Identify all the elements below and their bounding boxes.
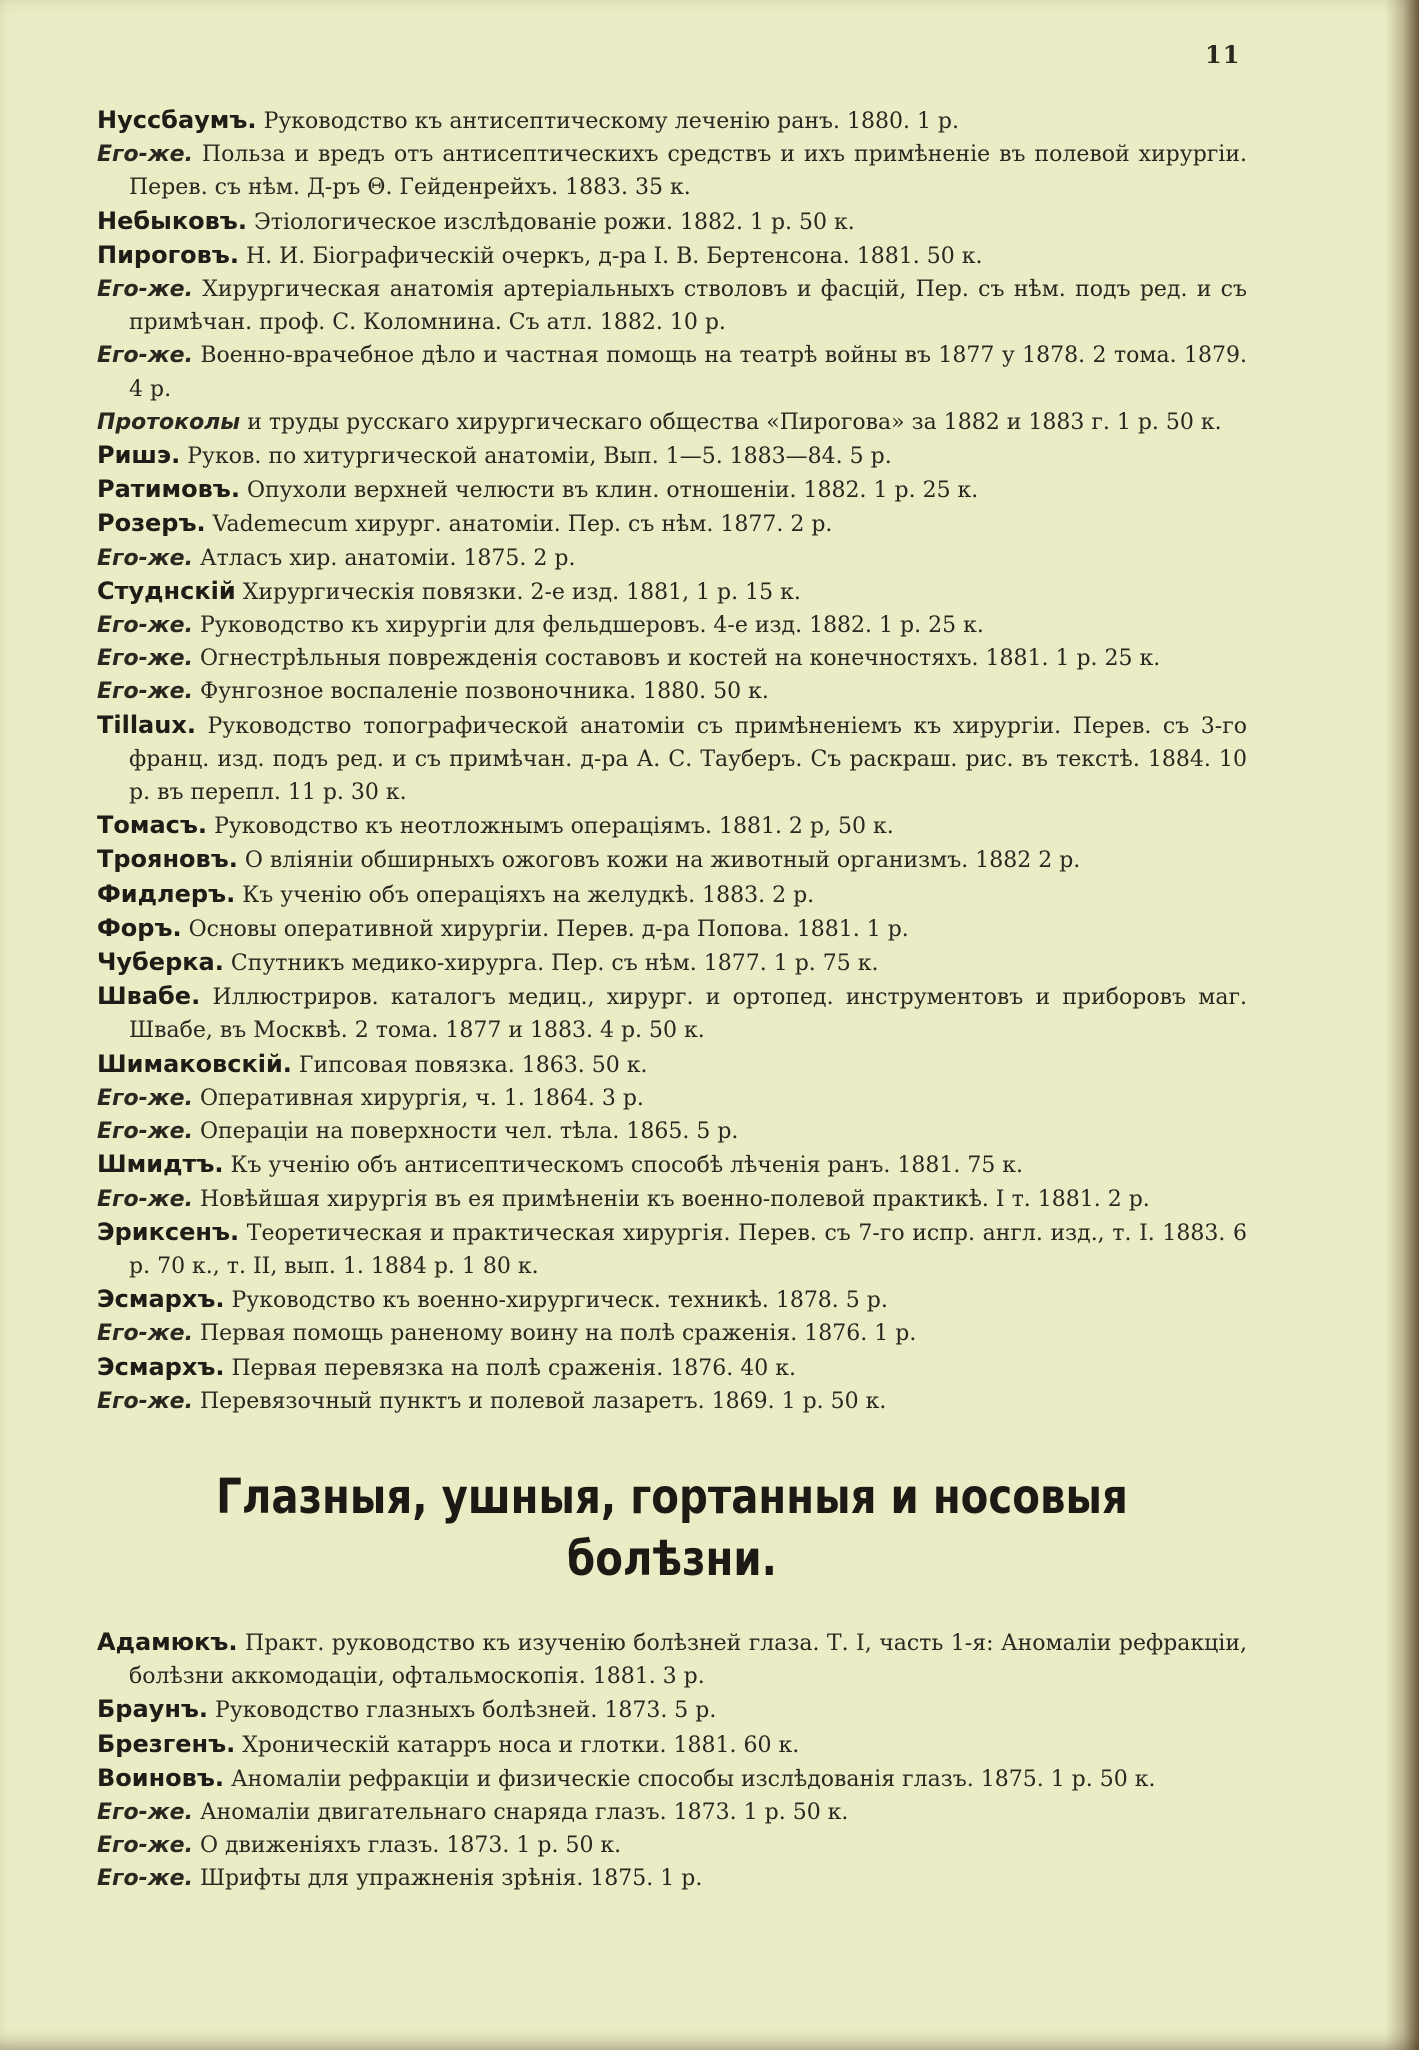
entry-author: Небыковъ. bbox=[97, 206, 247, 235]
bibliography-entry bbox=[97, 1082, 1247, 1115]
bibliography-entry bbox=[97, 507, 1247, 541]
bibliography-entry bbox=[97, 878, 1247, 912]
entry-text: Практ. руководство къ изученію болѣзней глаза. Т. I, часть 1-я: Аномаліи рефракціи, болѣзни аккомодаціи, офтальмоскопія. 1881. 3 р. bbox=[129, 1630, 1247, 1690]
entry-author: Его-же. bbox=[97, 1321, 193, 1347]
entry-author: Адамюкъ. bbox=[97, 1627, 238, 1656]
entry-text: Атласъ хир. анатоміи. 1875. 2 р. bbox=[199, 545, 576, 571]
bibliography-entry bbox=[97, 1351, 1247, 1385]
entry-author: Его-же. bbox=[97, 277, 193, 303]
entry-text: Н. И. Біографическій очеркъ, д-ра І. В. Бертенсона. 1881. 50 к. bbox=[245, 243, 983, 269]
bibliography-entry bbox=[97, 1148, 1247, 1182]
entry-text: Этіологическое изслѣдованіе рожи. 1882. 1 р. 50 к. bbox=[253, 209, 855, 235]
entry-text: Польза и вредъ отъ антисептическихъ средствъ и ихъ примѣненіе въ полевой хирургіи. Перев. съ нѣм. Д-ръ Θ. Гейденрейхъ. 1883. 35 к. bbox=[129, 142, 1247, 201]
entry-author: Эсмархъ. bbox=[97, 1285, 225, 1314]
entry-author: Его-же. bbox=[97, 1085, 193, 1111]
bibliography-entry bbox=[97, 542, 1247, 575]
page-spine-shadow bbox=[1385, 0, 1419, 2050]
entry-author: Его-же. bbox=[97, 613, 193, 639]
entry-author: Томасъ. bbox=[97, 811, 208, 840]
bibliography-entry bbox=[97, 809, 1247, 843]
bibliography-entry bbox=[97, 1693, 1247, 1727]
entry-author: Ришэ. bbox=[97, 441, 181, 470]
entry-author: Браунъ. bbox=[97, 1695, 209, 1724]
entry-text: Хирургическія повязки. 2-е изд. 1881, 1 р. 15 к. bbox=[242, 579, 801, 605]
entry-author: Нуссбаумъ. bbox=[97, 106, 257, 134]
entry-text: Операціи на поверхности чел. тѣла. 1865. 5 р. bbox=[199, 1119, 739, 1145]
entry-text: Иллюстриров. каталогъ медиц., хирург. и ортопед. инструментовъ и приборовъ маг. Швабе, въ Москвѣ. 2 тома. 1877 и 1883. 4 р. 50 к. bbox=[129, 985, 1247, 1044]
bibliography-entry bbox=[97, 205, 1247, 239]
entry-author: Его-же. bbox=[97, 1388, 193, 1414]
entry-text: Vademecum хирург. анатоміи. Пер. съ нѣм. 1877. 2 р. bbox=[212, 512, 833, 538]
bibliography-entry bbox=[97, 709, 1247, 810]
bibliography-entry bbox=[97, 1862, 1247, 1895]
bibliography-entry bbox=[97, 675, 1247, 708]
entry-text: Хроническій катарръ носа и глотки. 1881. 60 к. bbox=[242, 1732, 800, 1758]
entry-author: Его-же. bbox=[97, 679, 193, 705]
bibliography-entry bbox=[97, 980, 1247, 1047]
surgery-bibliography-list bbox=[97, 104, 1247, 1418]
entry-text: Огнестрѣльныя поврежденія составовъ и костей на конечностяхъ. 1881. 1 р. 25 к. bbox=[199, 646, 1161, 672]
entry-author: Фидлеръ. bbox=[97, 879, 236, 908]
entry-author: Протоколы bbox=[97, 409, 241, 435]
entry-author: Его-же. bbox=[97, 1833, 193, 1859]
bibliography-entry bbox=[97, 1317, 1247, 1350]
entry-text: О вліяніи обширныхъ ожоговъ кожи на животный организмъ. 1882 2 р. bbox=[244, 848, 1081, 874]
bibliography-entry bbox=[97, 1283, 1247, 1317]
entry-author: Чуберка. bbox=[97, 948, 224, 977]
bibliography-entry bbox=[97, 1626, 1247, 1693]
entry-text: Руководство къ хирургіи для фельдшеровъ. 4-е изд. 1882. 1 р. 25 к. bbox=[199, 613, 984, 639]
entry-author: Розеръ. bbox=[97, 509, 206, 538]
bibliography-entry bbox=[97, 1829, 1247, 1862]
entry-text: Аномаліи рефракціи и физическіе способы изслѣдованія глазъ. 1875. 1 р. 50 к. bbox=[231, 1766, 1156, 1792]
entry-text: Спутникъ медико-хирурга. Пер. съ нѣм. 1877. 1 р. 75 к. bbox=[230, 951, 879, 977]
bibliography-entry bbox=[97, 473, 1247, 507]
section-heading: Глазныя, ушныя, гортанныя и носовыя болѣзни. bbox=[216, 1468, 1128, 1587]
bibliography-entry bbox=[97, 1728, 1247, 1762]
entry-text: Основы оперативной хирургіи. Перев. д-ра Попова. 1881. 1 р. bbox=[188, 916, 909, 942]
entry-author: Форъ. bbox=[97, 913, 182, 942]
entry-text: Теоретическая и практическая хирургія. Перев. съ 7-го испр. англ. изд., т. I. 1883. 6 р. 70 к., т. II, вып. 1. 1884 р. 1 80 к. bbox=[129, 1220, 1248, 1279]
entry-text: Къ ученію объ антисептическомъ способѣ лѣченія ранъ. 1881. 75 к. bbox=[230, 1153, 1024, 1179]
entry-author: Шимаковскій. bbox=[97, 1049, 292, 1078]
bibliography-entry bbox=[97, 1385, 1247, 1418]
entry-author: Эриксенъ. bbox=[97, 1217, 240, 1246]
entry-author: Студнскій bbox=[97, 576, 236, 605]
page-number: 11 bbox=[1205, 40, 1241, 69]
entry-author: Пироговъ. bbox=[97, 240, 239, 269]
entry-author: Его-же. bbox=[97, 1866, 193, 1892]
entry-text: Новѣйшая хирургія въ ея примѣненіи къ военно-полевой практикѣ. I т. 1881. 2 р. bbox=[199, 1186, 1150, 1212]
bibliography-entry bbox=[97, 406, 1247, 439]
entry-text: Первая помощь раненому воину на полѣ сраженія. 1876. 1 р. bbox=[199, 1321, 917, 1347]
entry-text: Военно-врачебное дѣло и частная помощь на театрѣ войны въ 1877 у 1878. 2 тома. 1879. 4 р. bbox=[129, 343, 1247, 402]
entry-author: Его-же. bbox=[97, 646, 193, 672]
entry-text: Шрифты для упражненія зрѣнія. 1875. 1 р. bbox=[199, 1866, 703, 1892]
bibliography-entry bbox=[97, 912, 1247, 946]
bibliography-entry bbox=[97, 439, 1247, 473]
entry-author: Ратимовъ. bbox=[97, 475, 240, 504]
bibliography-entry bbox=[97, 1762, 1247, 1796]
bibliography-entry bbox=[97, 843, 1247, 877]
entry-author: Его-же. bbox=[97, 142, 193, 168]
entry-text: О движеніяхъ глазъ. 1873. 1 р. 50 к. bbox=[199, 1833, 622, 1859]
entry-author: Воиновъ. bbox=[97, 1763, 225, 1792]
bibliography-entry bbox=[97, 946, 1247, 980]
bibliography-entry bbox=[97, 138, 1247, 204]
entry-text: Къ ученію объ операціяхъ на желудкѣ. 1883. 2 р. bbox=[242, 882, 815, 908]
page-content bbox=[97, 104, 1247, 1896]
entry-text: Руководство къ неотложнымъ операціямъ. 1881. 2 р, 50 к. bbox=[214, 814, 894, 840]
entry-text: Руководство къ военно-хирургическ. техникѣ. 1878. 5 р. bbox=[231, 1288, 888, 1314]
entry-author: Брезгенъ. bbox=[97, 1729, 236, 1758]
entry-text: Хирургическая анатомія артеріальныхъ стволовъ и фасцій, Пер. съ нѣм. подъ ред. и съ примѣчан. проф. С. Коломнина. Съ атл. 1882. 10 р. bbox=[129, 277, 1248, 336]
entry-author: Tillaux. bbox=[97, 710, 196, 739]
bibliography-entry bbox=[97, 1048, 1247, 1082]
bibliography-entry bbox=[97, 273, 1247, 339]
entry-text: Фунгозное воспаленіе позвоночника. 1880. 50 к. bbox=[199, 679, 769, 705]
entry-text: Опухоли верхней челюсти въ клин. отношеніи. 1882. 1 р. 25 к. bbox=[246, 478, 979, 504]
bibliography-entry bbox=[97, 339, 1247, 405]
entry-author: Его-же. bbox=[97, 1799, 193, 1825]
bibliography-entry bbox=[97, 1796, 1247, 1829]
entry-text: Первая перевязка на полѣ сраженія. 1876. 40 к. bbox=[231, 1355, 797, 1381]
entry-author: Трояновъ. bbox=[97, 845, 238, 874]
entry-text: Руководство къ антисептическому леченію ранъ. 1880. 1 р. bbox=[263, 109, 960, 134]
entry-text: Аномаліи двигательнаго снаряда глазъ. 1873. 1 р. 50 к. bbox=[199, 1799, 849, 1825]
bibliography-entry bbox=[97, 642, 1247, 675]
bibliography-entry bbox=[97, 239, 1247, 273]
entry-text: Гипсовая повязка. 1863. 50 к. bbox=[298, 1052, 648, 1078]
entry-text: Руков. по хитургической анатоміи, Вып. 1—5. 1883—84. 5 р. bbox=[187, 444, 892, 470]
entry-text: Перевязочный пунктъ и полевой лазаретъ. 1869. 1 р. 50 к. bbox=[199, 1388, 887, 1414]
bibliography-entry bbox=[97, 104, 1247, 138]
entry-author: Его-же. bbox=[97, 1186, 193, 1212]
bibliography-entry bbox=[97, 1115, 1247, 1148]
entry-author: Его-же. bbox=[97, 343, 193, 369]
bibliography-entry bbox=[97, 575, 1247, 609]
eye-ear-throat-nose-bibliography-list bbox=[97, 1626, 1247, 1896]
entry-text: Руководство глазныхъ болѣзней. 1873. 5 р. bbox=[215, 1698, 717, 1724]
entry-text: Руководство топографической анатоміи съ примѣненіемъ къ хирургіи. Перев. съ 3-го франц. изд. подъ ред. и съ примѣчан. д-ра А. С. Тауберъ. Съ раскраш. рис. въ текстѣ. 1884. 10 р. въ перепл. 11 р. 30 к. bbox=[129, 713, 1247, 806]
bibliography-entry bbox=[97, 1183, 1247, 1216]
entry-text: Оперативная хирургія, ч. 1. 1864. 3 р. bbox=[199, 1085, 644, 1111]
entry-author: Швабе. bbox=[97, 982, 201, 1011]
entry-author: Его-же. bbox=[97, 1119, 193, 1145]
entry-author: Эсмархъ. bbox=[97, 1352, 225, 1381]
entry-author: Его-же. bbox=[97, 545, 193, 571]
entry-author: Шмидтъ. bbox=[97, 1150, 224, 1179]
bibliography-entry bbox=[97, 609, 1247, 642]
entry-text: и труды русскаго хирургическаго общества «Пирогова» за 1882 и 1883 г. 1 р. 50 к. bbox=[247, 409, 1222, 435]
bibliography-entry bbox=[97, 1216, 1247, 1283]
